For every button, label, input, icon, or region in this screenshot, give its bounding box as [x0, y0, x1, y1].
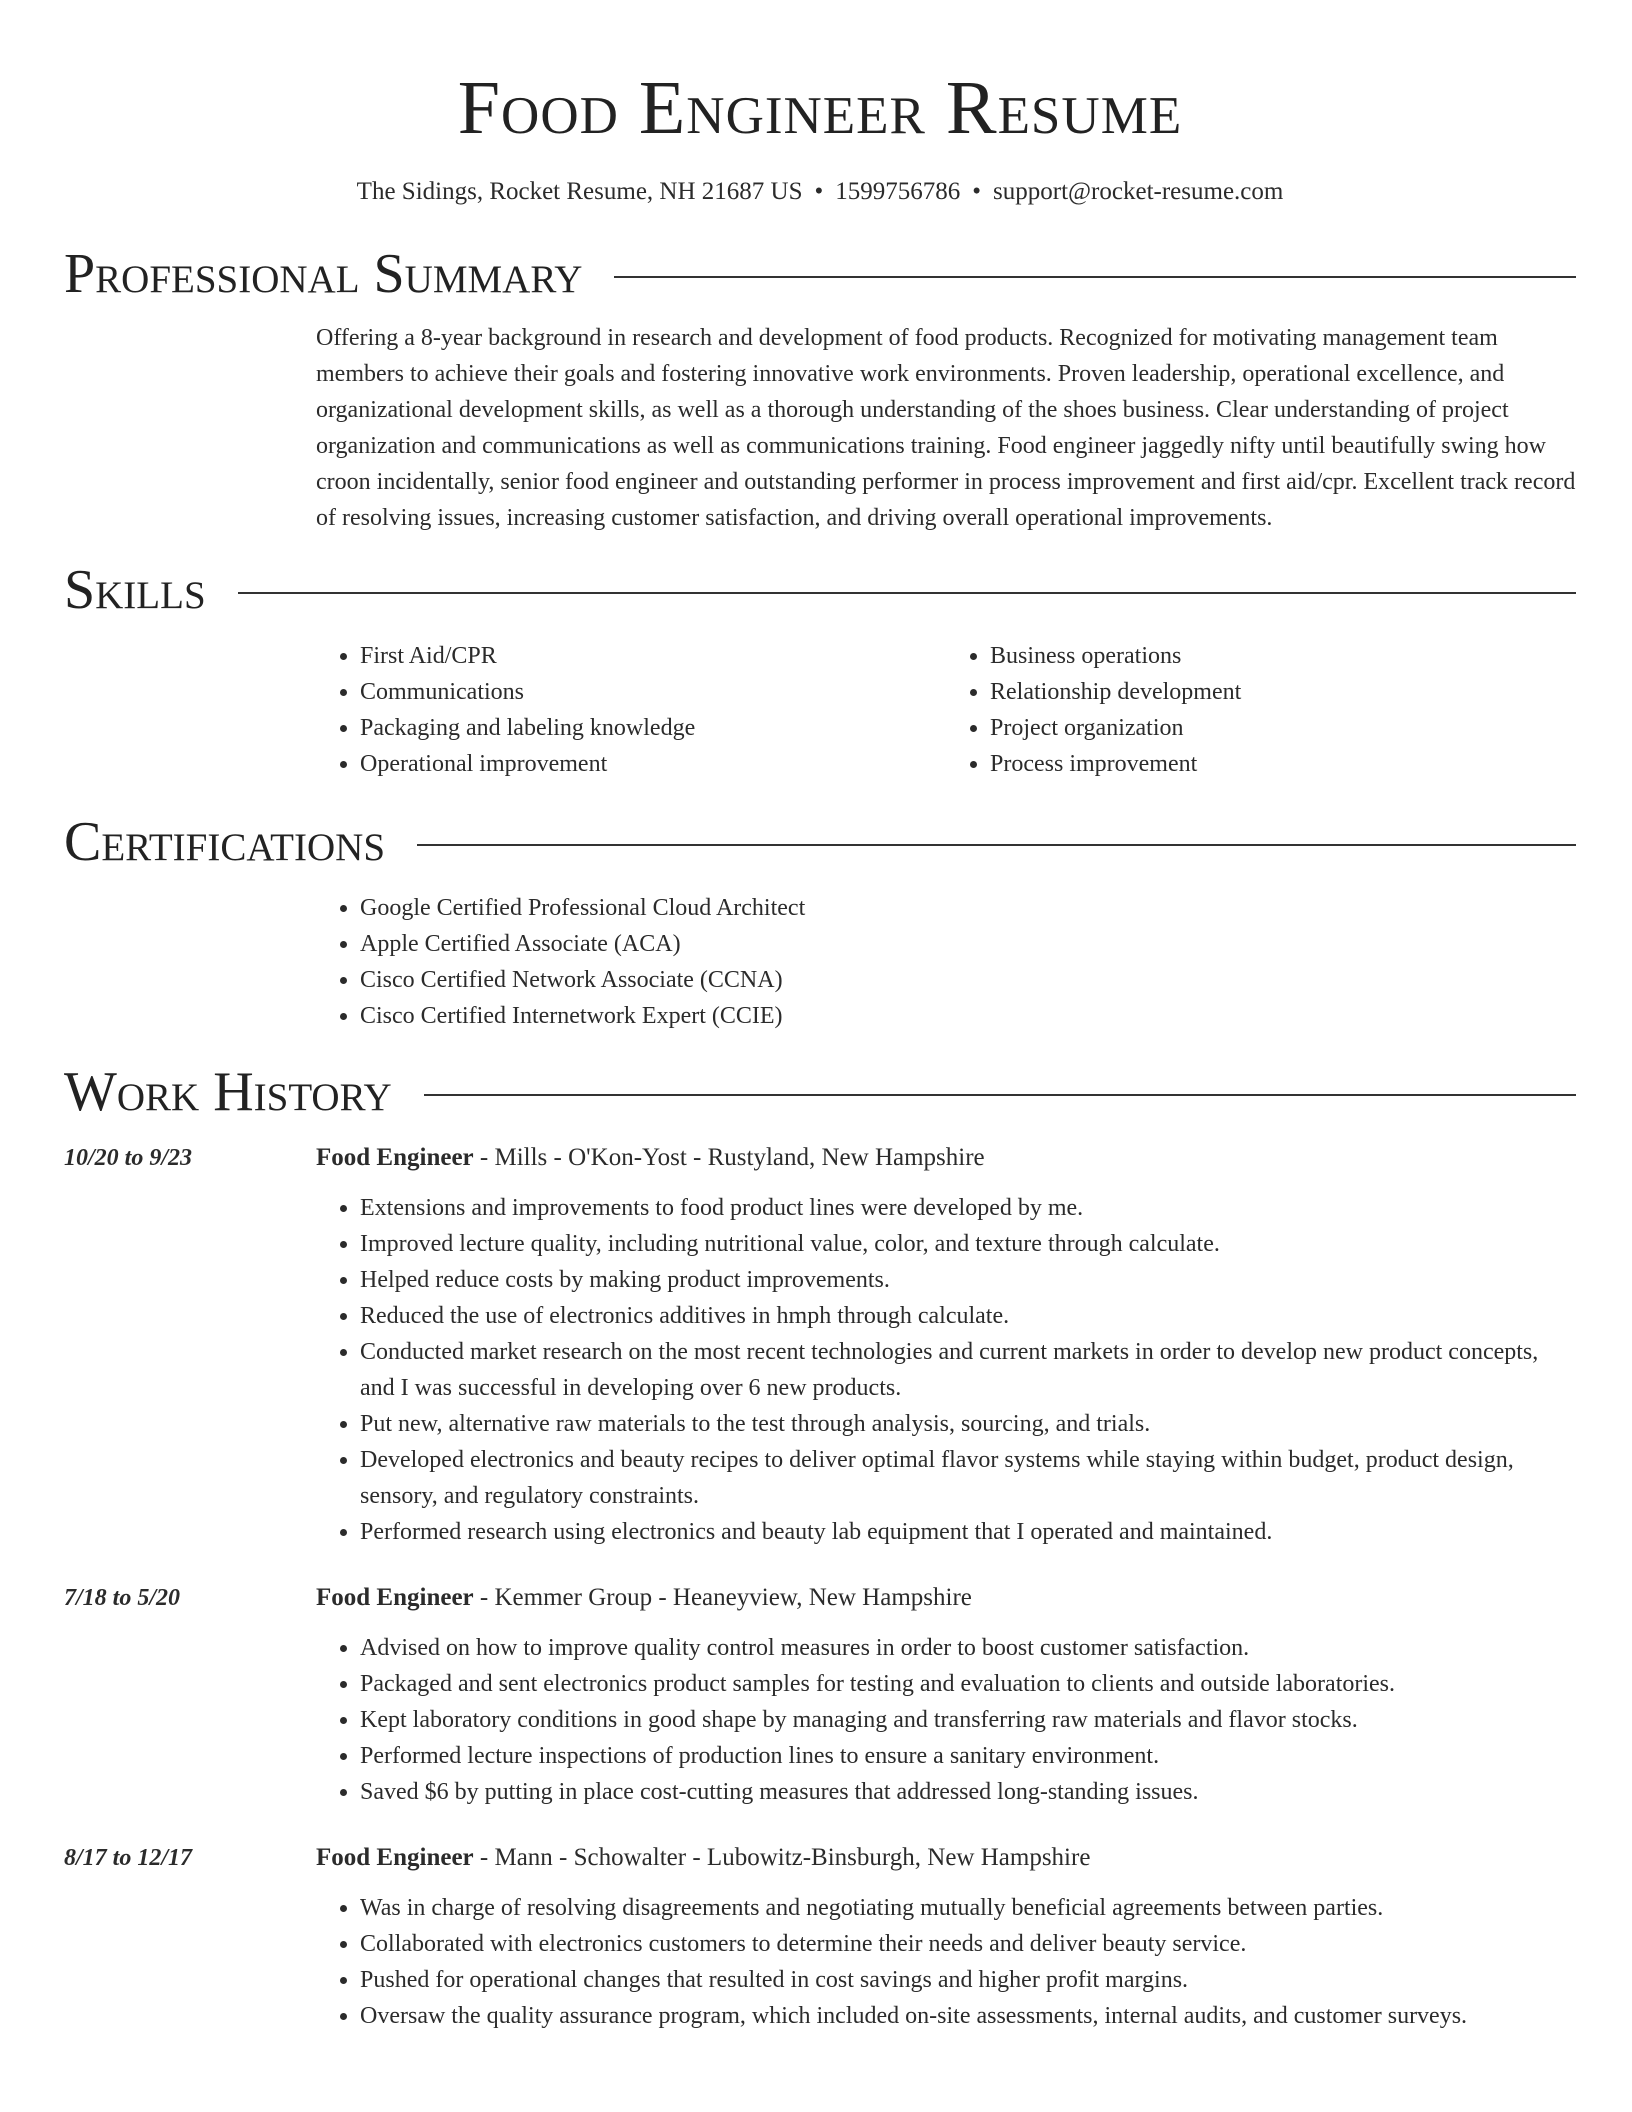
job-bullet: • Improved lecture quality, including nutritional value, color, and texture through calculate.: [360, 1226, 1576, 1262]
section-divider: [424, 1094, 1576, 1096]
certification-item: • Apple Certified Associate (ACA): [360, 926, 1576, 962]
work-history: [64, 1140, 1576, 2034]
job-bullet: • Performed lecture inspections of production lines to ensure a sanitary environment.: [360, 1738, 1576, 1774]
job-title: Food Engineer: [316, 1144, 474, 1171]
job-bullet: • Packaged and sent electronics product samples for testing and evaluation to clients and outside laboratories.: [360, 1666, 1576, 1702]
section-divider: [614, 276, 1576, 278]
certification-item: • Cisco Certified Internetwork Expert (CCIE): [360, 998, 1576, 1034]
job-bullet: • Saved $6 by putting in place cost-cutting measures that addressed long-standing issues.: [360, 1774, 1576, 1810]
contact-address: The Sidings, Rocket Resume, NH 21687 US: [356, 178, 803, 205]
certifications-list: [316, 890, 1576, 1034]
job-bullet: • Oversaw the quality assurance program, which included on-site assessments, internal audits, and customer surveys.: [360, 1998, 1576, 2034]
job-bullet: • Developed electronics and beauty recipes to deliver optimal flavor systems while staying within budget, product design, sensory, and regulatory constraints.: [360, 1442, 1576, 1514]
certification-item: • Google Certified Professional Cloud Architect: [360, 890, 1576, 926]
job-body: [316, 1840, 1576, 2034]
job-bullet: • Performed research using electronics and beauty lab equipment that I operated and maintained.: [360, 1514, 1576, 1550]
job-bullet: • Was in charge of resolving disagreements and negotiating mutually beneficial agreements between parties.: [360, 1890, 1576, 1926]
job-bullet: • Helped reduce costs by making product improvements.: [360, 1262, 1576, 1298]
job-bullets: [316, 1190, 1576, 1550]
skills-section: [316, 638, 1576, 782]
job-title-line: [316, 1140, 1576, 1176]
job-bullet: • Reduced the use of electronics additives in hmph through calculate.: [360, 1298, 1576, 1334]
job-bullet: • Conducted market research on the most recent technologies and current markets in order to develop new product concepts, and I was successful in developing over 6 new products.: [360, 1334, 1576, 1406]
contact-phone: 1599756786: [835, 178, 961, 205]
job-body: [316, 1140, 1576, 1550]
job-bullets: [316, 1630, 1576, 1810]
skills-section-header: [64, 558, 1576, 622]
certification-item: • Cisco Certified Network Associate (CCNA): [360, 962, 1576, 998]
section-divider: [417, 844, 1576, 846]
job-title: Food Engineer: [316, 1844, 474, 1871]
skill-item: • Communications: [360, 674, 946, 710]
job-title: Food Engineer: [316, 1584, 474, 1611]
work-section-header: [64, 1060, 1576, 1124]
skill-item: • Project organization: [990, 710, 1576, 746]
job-bullet: • Put new, alternative raw materials to the test through analysis, sourcing, and trials.: [360, 1406, 1576, 1442]
job-entry: [64, 1140, 1576, 1550]
skill-item: • Business operations: [990, 638, 1576, 674]
job-details: - Kemmer Group - Heaneyview, New Hampshire: [473, 1584, 972, 1611]
skill-item: • Process improvement: [990, 746, 1576, 782]
resume-page: [64, 0, 1576, 2034]
job-body: [316, 1580, 1576, 1810]
job-dates: 8/17 to 12/17: [64, 1845, 193, 1871]
job-title-line: [316, 1840, 1576, 1876]
contact-separator: •: [972, 178, 982, 205]
resume-title: Food Engineer Resume: [457, 66, 1183, 150]
skills-heading: Skills: [64, 559, 206, 621]
job-bullet: • Extensions and improvements to food product lines were developed by me.: [360, 1190, 1576, 1226]
job-details: - Mills - O'Kon-Yost - Rustyland, New Hampshire: [473, 1144, 985, 1171]
contact-separator: •: [814, 178, 824, 205]
certifications-section-header: [64, 810, 1576, 874]
skills-grid: [316, 638, 1576, 782]
summary-section-header: [64, 242, 1576, 306]
job-details: - Mann - Schowalter - Lubowitz-Binsburgh, New Hampshire: [473, 1844, 1091, 1871]
job-bullets: [316, 1890, 1576, 2034]
skills-right-list: [946, 638, 1576, 782]
skill-item: • Relationship development: [990, 674, 1576, 710]
job-title-line: [316, 1580, 1576, 1616]
section-divider: [238, 592, 1576, 594]
job-bullet: • Pushed for operational changes that resulted in cost savings and higher profit margins.: [360, 1962, 1576, 1998]
job-bullet: • Advised on how to improve quality control measures in order to boost customer satisfaction.: [360, 1630, 1576, 1666]
job-entry: [64, 1840, 1576, 2034]
job-dates: 7/18 to 5/20: [64, 1585, 181, 1611]
job-entry: [64, 1580, 1576, 1810]
job-bullet: • Collaborated with electronics customers to determine their needs and deliver beauty service.: [360, 1926, 1576, 1962]
skill-item: • First Aid/CPR: [360, 638, 946, 674]
job-dates: 10/20 to 9/23: [64, 1145, 193, 1171]
work-heading: Work History: [64, 1061, 392, 1123]
skills-left-list: [316, 638, 946, 782]
job-bullet: • Kept laboratory conditions in good shape by managing and transferring raw materials and flavor stocks.: [360, 1702, 1576, 1738]
summary-text: Offering a 8-year background in research and development of food products. Recognized for motivating management team members to achieve their goals and fostering innovative work environments. Proven leadership, operational excellence, and organizational development skills, as well as a thorough understanding of the shoes business. Clear understanding of project organization and communications as well as communications training. Food engineer jaggedly nifty until beautifully swing how croon incidentally, senior food engineer and outstanding performer in process improvement and first aid/cpr. Excellent track record of resolving issues, increasing customer satisfaction, and driving overall operational improvements.: [316, 325, 1576, 531]
skill-item: • Operational improvement: [360, 746, 946, 782]
skill-item: • Packaging and labeling knowledge: [360, 710, 946, 746]
certifications-heading: Certifications: [64, 811, 386, 873]
summary-heading: Professional Summary: [64, 243, 583, 305]
contact-email: support@rocket-resume.com: [993, 178, 1284, 205]
certifications-section: [316, 890, 1576, 1034]
contact-line: [64, 174, 1576, 210]
summary-section: [316, 320, 1576, 536]
